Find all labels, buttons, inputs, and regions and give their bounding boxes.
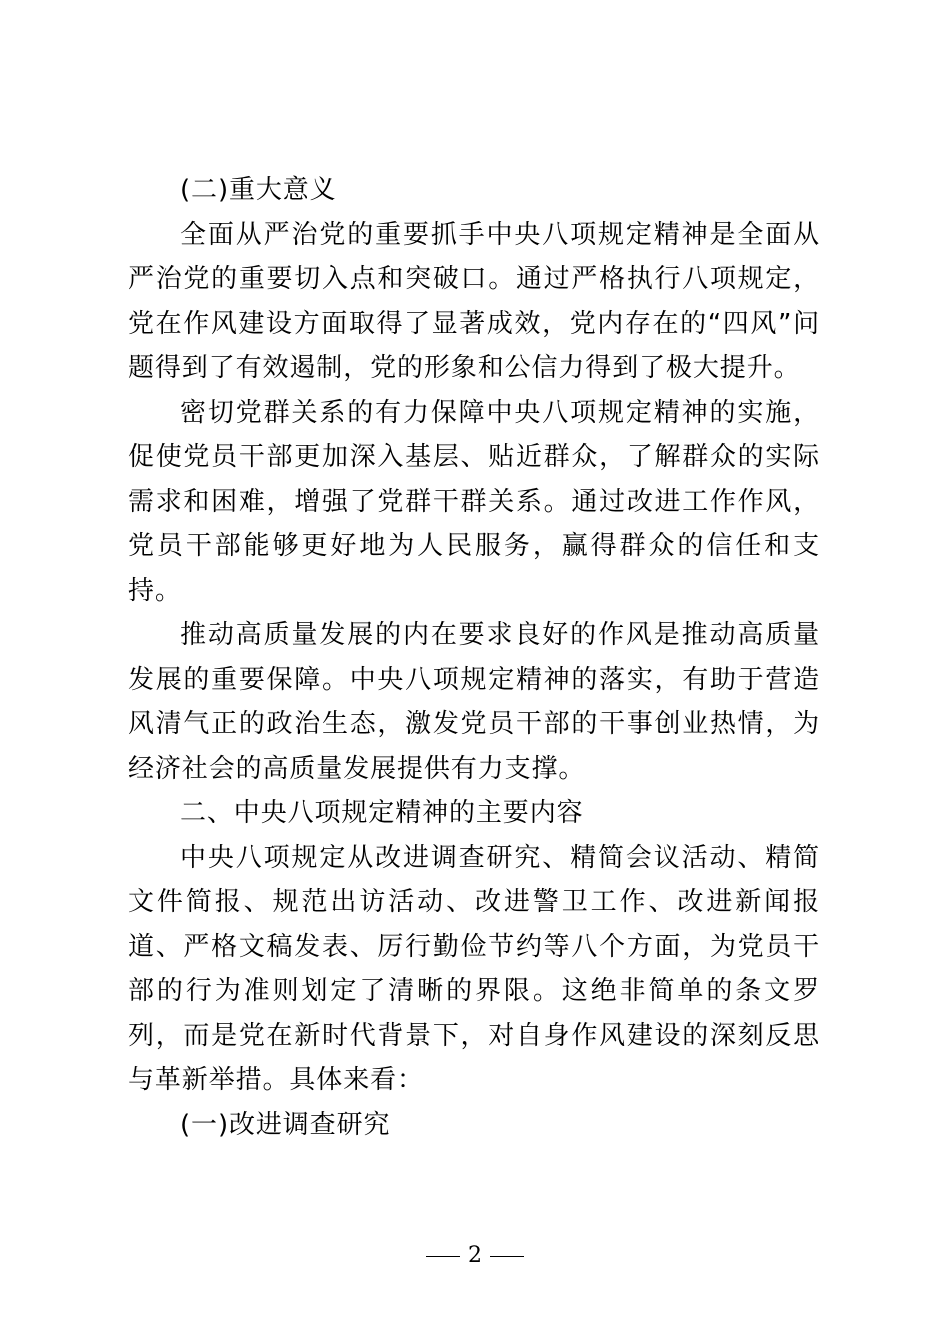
paragraph-party-mass-relations: 密切党群关系的有力保障中央八项规定精神的实施，促使党员干部更加深入基层、贴近群众，了解群众的实际需求和困难，增强了党群干群关系。通过改进工作作风，党员干部能够更好地为人民服务，赢得群众的信任和支持。 bbox=[128, 397, 820, 606]
paragraph-high-quality-development: 推动高质量发展的内在要求良好的作风是推动高质量发展的重要保障。中央八项规定精神的落实，有助于营造风清气正的政治生态，激发党员干部的干事创业热情，为经济社会的高质量发展提供有力支撑。 bbox=[128, 620, 820, 784]
section-heading-significance: (二)重大意义 bbox=[180, 175, 337, 205]
footer-dash-left bbox=[426, 1256, 460, 1257]
page-footer bbox=[0, 1242, 950, 1270]
document-body bbox=[128, 168, 820, 1147]
paragraph-strict-governance: 全面从严治党的重要抓手中央八项规定精神是全面从严治党的重要切入点和突破口。通过严格执行八项规定，党在作风建设方面取得了显著成效，党内存在的“四风”问题得到了有效遏制，党的形象和公信力得到了极大提升。 bbox=[128, 219, 820, 383]
subsection-heading-research: (一)改进调查研究 bbox=[180, 1109, 391, 1140]
paragraph-eight-regulations: 中央八项规定从改进调查研究、精简会议活动、精简文件简报、规范出访活动、改进警卫工作、改进新闻报道、严格文稿发表、厉行勤俭节约等八个方面，为党员干部的行为准则划定了清晰的界限。这绝非简单的条文罗列，而是党在新时代背景下，对自身作风建设的深刻反思与革新举措。具体来看： bbox=[128, 842, 820, 1095]
page-number: 2 bbox=[468, 1243, 482, 1268]
footer-dash-right bbox=[490, 1256, 524, 1257]
section-heading-main-content: 二、中央八项规定精神的主要内容 bbox=[180, 798, 584, 828]
